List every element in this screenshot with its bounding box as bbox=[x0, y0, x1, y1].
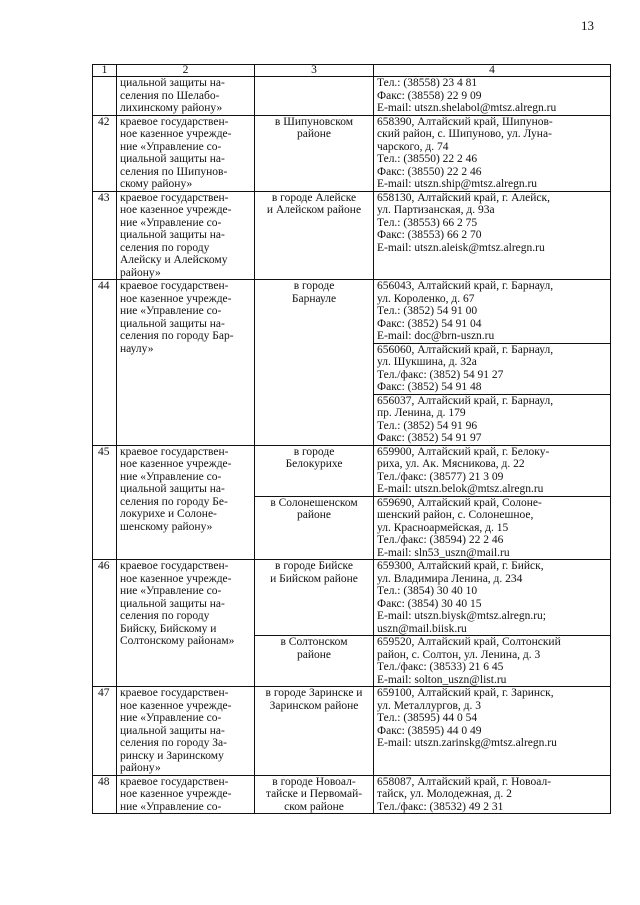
service-area: в городе Алейске и Алейском районе bbox=[255, 191, 374, 280]
organization-name: краевое государствен- ное казенное учрежде- ние «Управление со- циальной защиты на- селения по городу Алейску и Алейскому району» bbox=[117, 191, 255, 280]
contact-details: 659100, Алтайский край, г. Заринск, ул. Металлургов, д. 3 Тел.: (38595) 44 0 54 Факс: (38595) 44 0 49 E-mail: utszn.zarinskg@mtsz.alregn.ru bbox=[374, 687, 611, 776]
contact-details: 656037, Алтайский край, г. Барнаул, пр. Ленина, д. 179 Тел.: (3852) 54 91 96 Факс: (3852) 54 91 97 bbox=[374, 394, 611, 445]
service-area: в городе Барнауле bbox=[255, 280, 374, 446]
table-row-44 bbox=[93, 280, 611, 344]
organization-name: краевое государствен- ное казенное учрежде- ние «Управление со- циальной защиты на- селения по городу Бе- локурихе и Солоне- шенскому району» bbox=[117, 445, 255, 560]
row-number: 44 bbox=[93, 280, 117, 446]
table-row-47 bbox=[93, 687, 611, 776]
contact-details: 658390, Алтайский край, Шипунов- ский район, с. Шипуново, ул. Луна- чарского, д. 74 Тел.: (38550) 22 2 46 Факс: (38550) 22 2 46 E-mail: utszn.ship@mtsz.alregn.ru bbox=[374, 115, 611, 191]
organization-name: краевое государствен- ное казенное учрежде- ние «Управление со- bbox=[117, 775, 255, 814]
table-row-46 bbox=[93, 560, 611, 636]
row-number: 45 bbox=[93, 445, 117, 560]
row-number: 43 bbox=[93, 191, 117, 280]
column-header: 2 bbox=[117, 65, 255, 77]
table-row-45 bbox=[93, 445, 611, 496]
row-number: 46 bbox=[93, 560, 117, 687]
contact-details: 659690, Алтайский край, Солоне- шенский район, с. Солонешное, ул. Красноармейская, д. 15 Тел./факс: (38594) 22 2 46 E-mail: sln53_uszn@mail.ru bbox=[374, 496, 611, 560]
organization-name: циальной защиты на- селения по Шелабо- лихинскому району» bbox=[117, 77, 255, 116]
service-area: в Солонешенском районе bbox=[255, 496, 374, 560]
contact-details: Тел.: (38558) 23 4 81 Факс: (38558) 22 9 09 E-mail: utszn.shelabol@mtsz.alregn.ru bbox=[374, 77, 611, 116]
contact-details: 656043, Алтайский край, г. Барнаул, ул. Короленко, д. 67 Тел.: (3852) 54 91 00 Факс: (3852) 54 91 04 E-mail: doc@brn-uszn.ru bbox=[374, 280, 611, 344]
service-area: в городе Бийске и Бийском районе bbox=[255, 560, 374, 636]
service-area bbox=[255, 77, 374, 116]
contact-details: 659300, Алтайский край, г. Бийск, ул. Владимира Ленина, д. 234 Тел.: (3854) 30 40 10 Факс: (3854) 30 40 15 E-mail: utszn.biysk@mtsz.alregn.ru; uszn@mail.biisk.ru bbox=[374, 560, 611, 636]
contact-details: 656060, Алтайский край, г. Барнаул, ул. Шукшина, д. 32а Тел./факс: (3852) 54 91 27 Факс: (3852) 54 91 48 bbox=[374, 343, 611, 394]
table-row-continued bbox=[93, 77, 611, 116]
column-header: 4 bbox=[374, 65, 611, 77]
row-number bbox=[93, 77, 117, 116]
row-number: 47 bbox=[93, 687, 117, 776]
service-area: в Солтонском районе bbox=[255, 636, 374, 687]
organization-name: краевое государствен- ное казенное учрежде- ние «Управление со- циальной защиты на- селения по Шипунов- скому району» bbox=[117, 115, 255, 191]
social-protection-offices-table bbox=[92, 64, 611, 814]
contact-details: 658130, Алтайский край, г. Алейск, ул. Партизанская, д. 93а Тел.: (38553) 66 2 75 Факс: (38553) 66 2 70 E-mail: utszn.aleisk@mtsz.alregn.ru bbox=[374, 191, 611, 280]
table-row-43 bbox=[93, 191, 611, 280]
service-area: в городе Новоал- тайске и Первомай- ском районе bbox=[255, 775, 374, 814]
organization-name: краевое государствен- ное казенное учрежде- ние «Управление со- циальной защиты на- селения по городу За- ринску и Заринскому району» bbox=[117, 687, 255, 776]
contact-details: 659520, Алтайский край, Солтонский район, с. Солтон, ул. Ленина, д. 3 Тел./факс: (38533) 21 6 45 E-mail: solton_uszn@list.ru bbox=[374, 636, 611, 687]
table-row-42 bbox=[93, 115, 611, 191]
contact-details: 658087, Алтайский край, г. Новоал- тайск, ул. Молодежная, д. 2 Тел./факс: (38532) 49 2 31 bbox=[374, 775, 611, 814]
column-header: 3 bbox=[255, 65, 374, 77]
contact-details: 659900, Алтайский край, г. Белоку- риха, ул. Ак. Мясникова, д. 22 Тел./факс: (38577) 21 3 09 E-mail: utszn.belok@mtsz.alregn.ru bbox=[374, 445, 611, 496]
service-area: в городе Белокурихе bbox=[255, 445, 374, 496]
service-area: в городе Заринске и Заринском районе bbox=[255, 687, 374, 776]
organization-name: краевое государствен- ное казенное учрежде- ние «Управление со- циальной защиты на- селения по городу Бар- наулу» bbox=[117, 280, 255, 446]
row-number: 42 bbox=[93, 115, 117, 191]
table-row-48 bbox=[93, 775, 611, 814]
row-number: 48 bbox=[93, 775, 117, 814]
column-header: 1 bbox=[93, 65, 117, 77]
service-area: в Шипуновском районе bbox=[255, 115, 374, 191]
table-header-row bbox=[93, 65, 611, 77]
page-number: 13 bbox=[581, 18, 594, 33]
organization-name: краевое государствен- ное казенное учрежде- ние «Управление со- циальной защиты на- селения по городу Бийску, Бийскому и Солтонскому районам» bbox=[117, 560, 255, 687]
